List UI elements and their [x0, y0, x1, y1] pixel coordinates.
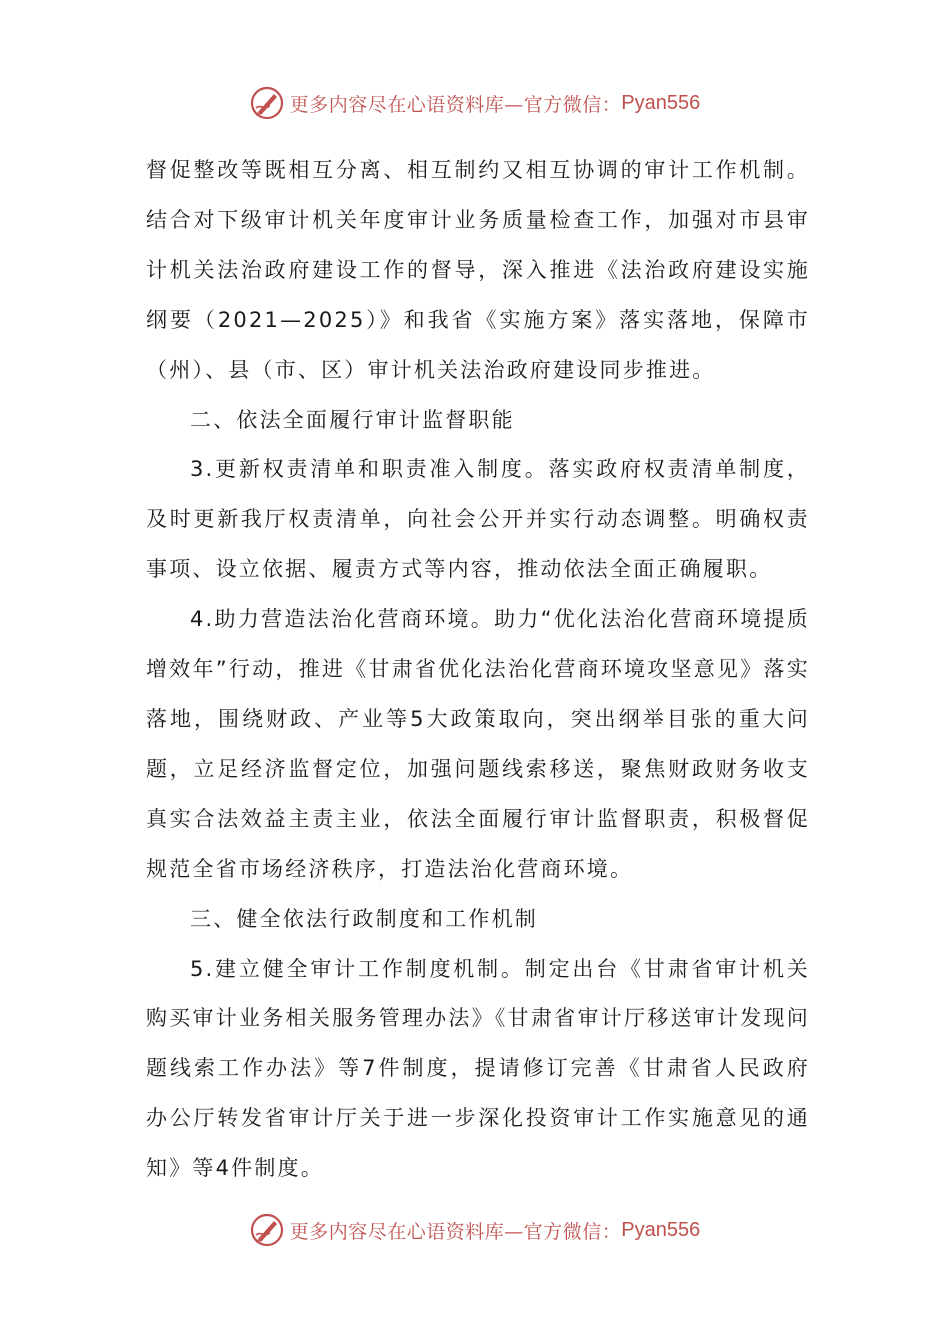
paragraph-continuation: 督促整改等既相互分离、相互制约又相互协调的审计工作机制。结合对下级审计机关年度审计业务质量检查工作，加强对市县审计机关法治政府建设工作的督导，深入推进《法治政府建设实施纲要（2021—2025）》和我省《实施方案》落实落地，保障市（州）、县（市、区）审计机关法治政府建设同步推进。: [146, 158, 810, 382]
watermark-wechat-id: Pyan556: [621, 1218, 701, 1241]
watermark-wechat-id: Pyan556: [621, 91, 701, 114]
paragraph-4: 4.助力营造法治化营商环境。助力“优化法治化营商环境提质增效年”行动，推进《甘肃省优化法治化营商环境攻坚意见》落实落地，围绕财政、产业等5大政策取向，突出纲举目张的重大问题，立足经济监督定位，加强问题线索移送，聚焦财政财务收支真实合法效益主责主业，依法全面履行审计监督职责，积极督促规范全省市场经济秩序，打造法治化营商环境。: [146, 607, 810, 881]
paragraph-5: 5.建立健全审计工作制度机制。制定出台《甘肃省审计机关购买审计业务相关服务管理办法》《甘肃省审计厅移送审计发现问题线索工作办法》等7件制度，提请修订完善《甘肃省人民政府办公厅转发省审计厅关于进一步深化投资审计工作实施意见的通知》等4件制度。: [146, 956, 810, 1181]
watermark-text: 更多内容尽在心语资料库—官方微信：: [289, 93, 622, 116]
watermark-text: 更多内容尽在心语资料库—官方微信：: [289, 1220, 622, 1243]
section-heading-2: 二、依法全面履行审计监督职能: [190, 407, 515, 432]
pen-logo-icon: [250, 86, 284, 120]
header-watermark: [0, 83, 950, 123]
section-heading-3: 三、健全依法行政制度和工作机制: [190, 906, 538, 931]
paragraph-3: 3.更新权责清单和职责准入制度。落实政府权责清单制度，及时更新我厅权责清单，向社会公开并实行动态调整。明确权责事项、设立依据、履责方式等内容，推动依法全面正确履职。: [146, 457, 810, 582]
footer-watermark: [0, 1210, 950, 1250]
document-body: [146, 146, 810, 1194]
pen-logo-icon: [250, 1213, 284, 1247]
